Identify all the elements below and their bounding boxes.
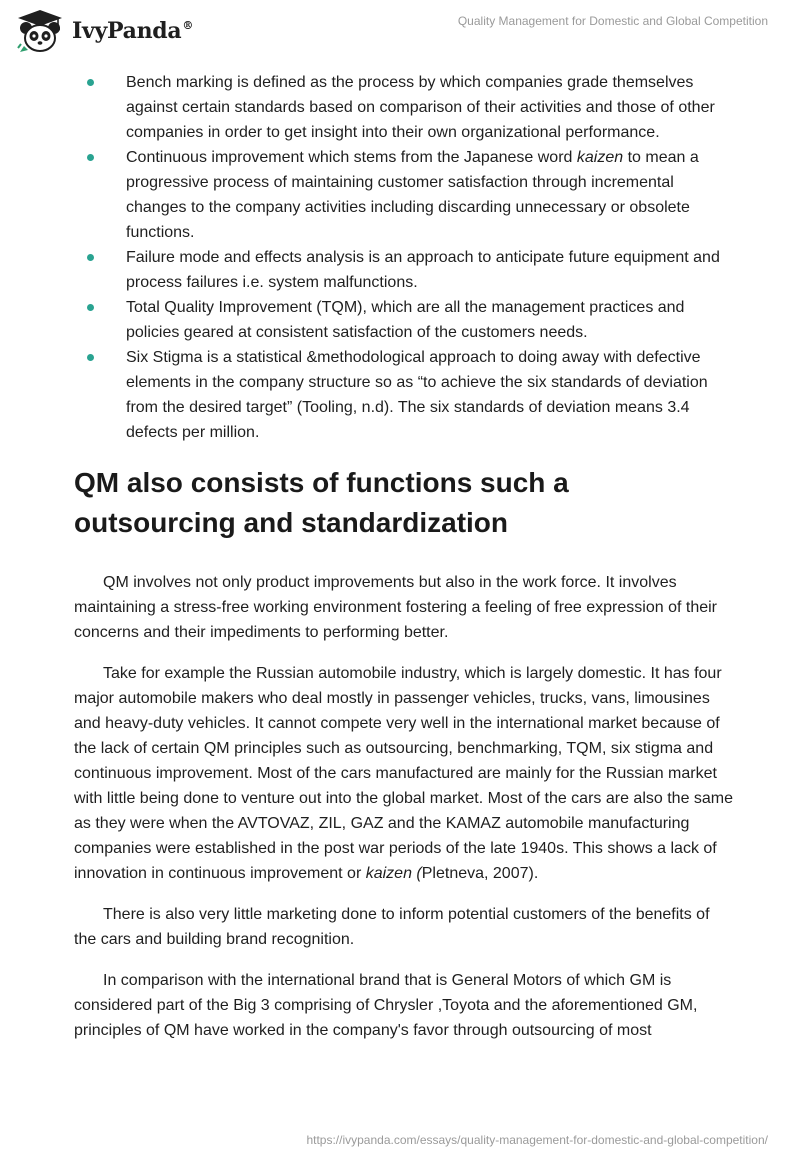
kaizen-term: kaizen xyxy=(576,149,624,166)
bullet-icon xyxy=(87,79,94,86)
paragraph: QM involves not only product improvements but also in the work force. It involves maintaining a stress-free working environment fostering a feeling of free expression of their concerns and their impediments to performing better. xyxy=(74,574,717,641)
paragraph: There is also very little marketing done to inform potential customers of the benefits of the cars and building brand recognition. xyxy=(74,906,710,948)
list-item: Six Stigma is a statistical &methodological approach to doing away with defective elements in the company structure so as “to achieve the six standards of deviation from the desired target” (Tooling, n.d). The six standards of deviation means 3.4 defects per million. xyxy=(74,345,734,445)
list-item: Failure mode and effects analysis is an approach to anticipate future equipment and process failures i.e. system malfunctions. xyxy=(74,245,734,295)
page-header xyxy=(0,0,800,62)
brand-name: IvyPanda® xyxy=(72,18,194,44)
kaizen-term: kaizen ( xyxy=(365,865,422,882)
bullet-icon xyxy=(87,304,94,311)
bullet-icon xyxy=(87,254,94,261)
section-heading: QM also consists of functions such a outsourcing and standardization xyxy=(74,467,569,538)
essay-content xyxy=(74,70,734,1043)
panda-graduate-icon xyxy=(14,8,66,54)
list-item: Continuous improvement which stems from the Japanese word kaizen to mean a progressive process of maintaining customer satisfaction through incremental changes to the company activities including discarding unnecessary or obsolete functions. xyxy=(74,145,734,245)
list-item: Total Quality Improvement (TQM), which are all the management practices and policies geared at consistent satisfaction of the customers needs. xyxy=(74,295,734,345)
paragraph: In comparison with the international brand that is General Motors of which GM is considered part of the Big 3 comprising of Chrysler ,Toyota and the aforementioned GM, principles of QM have worked in the company's favor through outsourcing of most xyxy=(74,972,698,1039)
ivypanda-logo[interactable] xyxy=(14,8,193,54)
document-title: Quality Management for Domestic and Global Competition xyxy=(457,14,768,28)
qm-tools-list xyxy=(74,70,734,445)
bullet-icon xyxy=(87,154,94,161)
source-url[interactable]: https://ivypanda.com/essays/quality-management-for-domestic-and-global-competition/ xyxy=(306,1133,768,1147)
paragraph: Take for example the Russian automobile industry, which is largely domestic. It has four major automobile makers who deal mostly in passenger vehicles, trucks, vans, limousines and heavy-duty vehicles. It cannot compete very well in the international market because of the lack of certain QM principles such as outsourcing, benchmarking, TQM, six stigma and continuous improvement. Most of the cars manufactured are mainly for the Russian market with little being done to venture out into the global market. Most of the cars are also the same as they were when the AVTOVAZ, ZIL, GAZ and the KAMAZ automobile manufacturing companies were established in the post war periods of the late 1940s. This shows a lack of innovation in continuous improvement or kaizen (Pletneva, 2007). xyxy=(74,665,734,882)
bullet-icon xyxy=(87,354,94,361)
list-item: Bench marking is defined as the process by which companies grade themselves against certain standards based on comparison of their activities and those of other companies in order to get insight into their own organizational performance. xyxy=(74,70,734,145)
